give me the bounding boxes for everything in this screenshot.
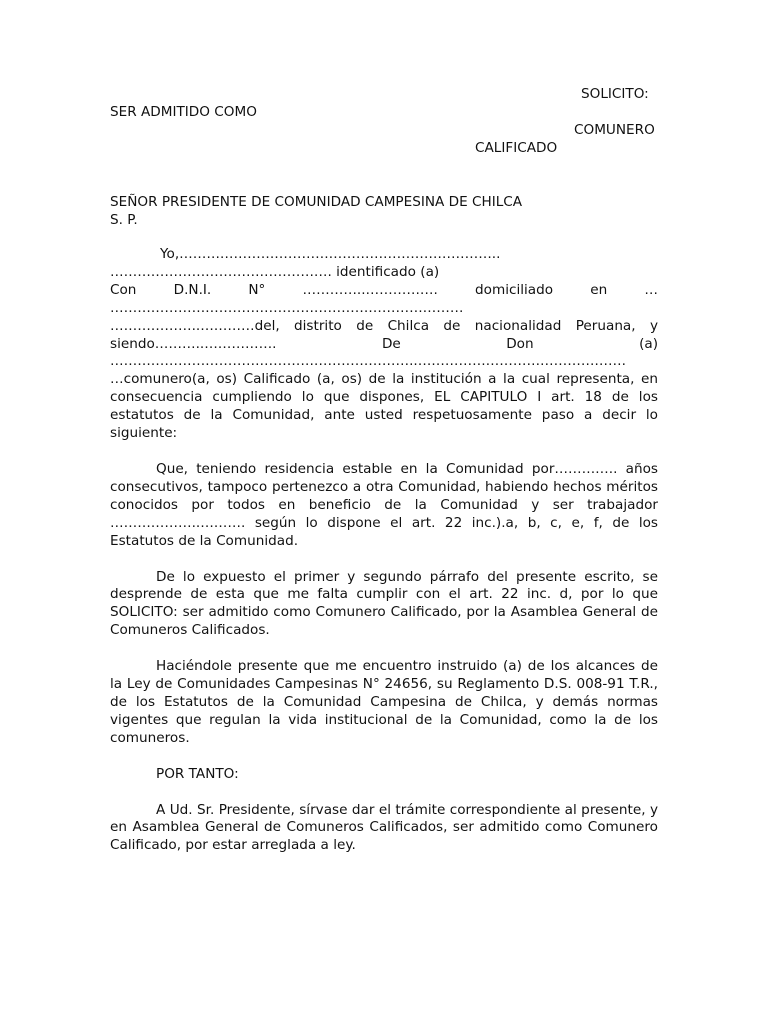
subject-line-1: SER ADMITIDO COMO [110, 104, 257, 120]
intro-line-3: Con D.N.I. N° …………..……………. domiciliado en … [110, 281, 658, 298]
subject-line-3: CALIFICADO [475, 140, 558, 156]
addressee-sp: S. P. [110, 212, 138, 228]
paragraph-residencia: Que, teniendo residencia estable en la Comunidad por………….. años consecutivos, tampoco pertenezco a otra Comunidad, habiendo hechos méritos conocidos por todos en beneficio de la Comunidad y ser trabajador ………………..………. según lo dispone el art. 22 inc.).a, b, c, e, f, de los Estatutos de la Comunidad. [110, 460, 658, 549]
por-tanto: POR TANTO: [156, 765, 239, 782]
intro-paragraph: …comunero(a, os) Calificado (a, os) de la institución a la cual representa, en consecuencia cumpliendo lo que dispones, EL CAPITULO I art. 18 de los estatutos de la Comunidad, ante usted respetuosamente paso a decir lo siguiente: [110, 371, 658, 442]
paragraph-expuesto: De lo expuesto el primer y segundo párrafo del presente escrito, se desprende de esta que me falta cumplir con el art. 22 inc. d, por lo que SOLICITO: ser admitido como Comunero Calificado, por la Asamblea General de Comuneros Calificados. [110, 568, 658, 639]
intro-line-5: ………………..…………del, distrito de Chilca de nacionalidad Peruana, y [110, 317, 658, 334]
addressee-title: SEÑOR PRESIDENTE DE COMUNIDAD CAMPESINA DE CHILCA [110, 194, 523, 210]
solicito-label: SOLICITO: [581, 86, 649, 102]
intro-line-4: …………………………………………………………………… [110, 299, 464, 316]
intro-line-7: …………………………………………………………..………………………………………. [110, 353, 626, 370]
subject-line-2: COMUNERO [574, 122, 655, 138]
paragraph-haciendole: Haciéndole presente que me encuentro instruido (a) de los alcances de la Ley de Comunidades Campesinas N° 24656, su Reglamento D.S. 008-91 T.R., de los Estatutos de la Comunidad Campesina de Chilca, y demás normas vigentes que regulan la vida institucional de la Comunidad, como la de los comuneros. [110, 658, 658, 746]
intro-line-6: siendo………..……………. De Don (a) [110, 335, 658, 352]
paragraph-closing: A Ud. Sr. Presidente, sírvase dar el trámite correspondiente al presente, y en Asamblea General de Comuneros Calificados, ser admitido como Comunero Calificado, por estar arreglada a ley. [110, 801, 658, 854]
intro-block [110, 246, 658, 855]
intro-line-1: Yo,…………………………………………………………….. [160, 246, 501, 262]
intro-line-2: …………………………………………. identificado (a) [110, 263, 440, 280]
